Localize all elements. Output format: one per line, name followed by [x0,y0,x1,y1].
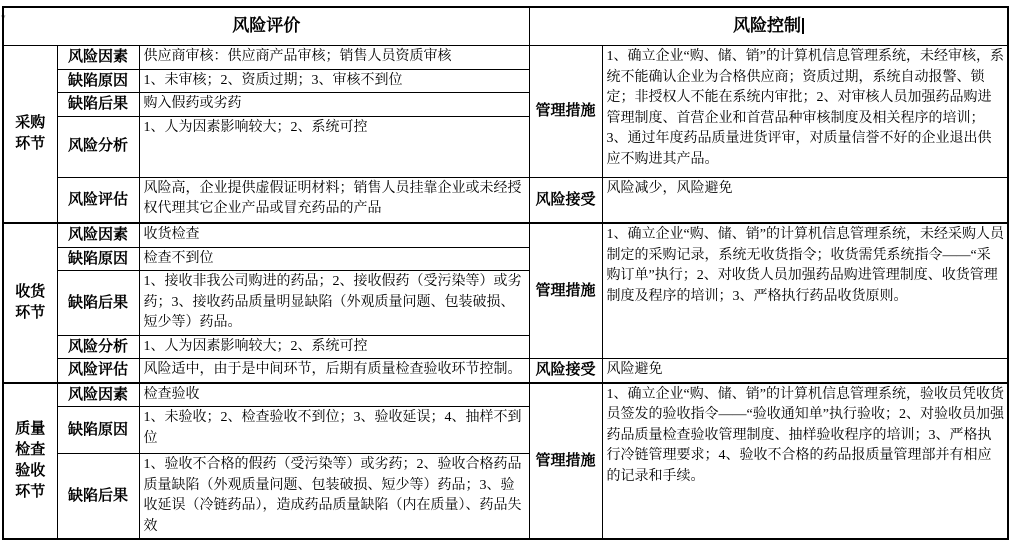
risk-evaluation-header[interactable]: 风险评价 [3,7,529,46]
row-content-cell[interactable]: 购入假药或劣药 [139,93,529,117]
row-label-cell[interactable]: 缺陷后果 [57,454,139,540]
measures-content-cell[interactable]: 1、确立企业“购、储、销”的计算机信息管理系统，未经采购人员制定的采购记录，系统无收货指令；收货需凭系统指令——“采购订单”执行；2、对收货人员加强药品购进管理制度、收货管理制度及程序的培训；3、严格执行药品收货原则。 [602,223,1008,359]
row-label-cell[interactable]: 缺陷原因 [57,69,139,93]
measures-label-cell[interactable]: 管理措施 [529,223,602,359]
row-content-cell[interactable]: 风险高，企业提供虚假证明材料；销售人员挂靠企业或未经授权代理其它企业产品或冒充药品的产品 [139,177,529,223]
stage-cell-quality-inspection[interactable]: 质量检查验收环节 [3,383,57,540]
row-label-cell[interactable]: 缺陷后果 [57,93,139,117]
risk-control-header[interactable] [529,7,1008,46]
measures-label-cell[interactable]: 管理措施 [529,383,602,540]
row-label-cell[interactable]: 风险评估 [57,359,139,383]
risk-table [2,6,1009,540]
row-content-cell[interactable]: 风险适中，由于是中间环节，后期有质量检查验收环节控制。 [139,359,529,383]
row-label-cell[interactable]: 缺陷后果 [57,271,139,336]
accept-content-cell[interactable]: 风险避免 [602,359,1008,383]
row-content-cell[interactable]: 1、验收不合格的假药（受污染等）或劣药；2、验收合格药品质量缺陷（外观质量问题、包装破损、短少等）药品；3、验收延误（冷链药品），造成药品质量缺陷（内在质量）、药品失效 [139,454,529,540]
row-label-cell[interactable]: 风险因素 [57,223,139,247]
row-content-cell[interactable]: 1、接收非我公司购进的药品；2、接收假药（受污染等）或劣药；3、接收药品质量明显缺陷（外观质量问题、包装破损、短少等）药品。 [139,271,529,336]
row-label-cell[interactable]: 风险分析 [57,335,139,359]
accept-content-cell[interactable]: 风险减少，风险避免 [602,177,1008,223]
row-content-cell[interactable]: 供应商审核：供应商产品审核；销售人员资质审核 [139,46,529,70]
row-content-cell[interactable]: 收货检查 [139,223,529,247]
row-content-cell[interactable]: 检查验收 [139,383,529,407]
document-table [2,6,1009,540]
measures-content-cell[interactable]: 1、确立企业“购、储、销”的计算机信息管理系统，未经审核，系统不能确认企业为合格供应商；资质过期，系统自动报警、锁定；非授权人不能在系统内审批；2、对审核人员加强药品购进管理制度、首营企业和首营品种审核制度及相关程序的培训；3、通过年度药品质量进货评审，对质量信誉不好的企业退出供应不购进其产品。 [602,46,1008,178]
measures-content-cell[interactable]: 1、确立企业“购、储、销”的计算机信息管理系统，验收员凭收货员签发的验收指令——“验收通知单”执行验收；2、对验收员加强药品质量检查验收管理制度、抽样验收程序的培训；3、严格执行冷链管理要求；4、验收不合格的药品报质量管理部并有相应的记录和手续。 [602,383,1008,540]
row-label-cell[interactable]: 风险评估 [57,177,139,223]
measures-label-cell[interactable]: 管理措施 [529,46,602,178]
row-label-cell[interactable]: 缺陷原因 [57,407,139,454]
stage-cell-procurement[interactable]: 采购环节 [3,46,57,224]
row-content-cell[interactable]: 1、人为因素影响较大；2、系统可控 [139,335,529,359]
stage-cell-receiving[interactable]: 收货环节 [3,223,57,383]
row-content-cell[interactable]: 1、未验收；2、检查验收不到位；3、验收延误；4、抽样不到位 [139,407,529,454]
accept-label-cell[interactable]: 风险接受 [529,359,602,383]
corner-marker-icon: ▾ [1,13,6,23]
row-label-cell[interactable]: 风险因素 [57,46,139,70]
row-content-cell[interactable]: 检查不到位 [139,247,529,271]
row-content-cell[interactable]: 1、未审核；2、资质过期；3、审核不到位 [139,69,529,93]
row-label-cell[interactable]: 风险分析 [57,116,139,177]
row-content-cell[interactable]: 1、人为因素影响较大；2、系统可控 [139,116,529,177]
text-cursor [802,18,804,34]
accept-label-cell[interactable]: 风险接受 [529,177,602,223]
risk-control-header-label: 风险控制 [733,16,802,36]
row-label-cell[interactable]: 风险因素 [57,383,139,407]
row-label-cell[interactable]: 缺陷原因 [57,247,139,271]
